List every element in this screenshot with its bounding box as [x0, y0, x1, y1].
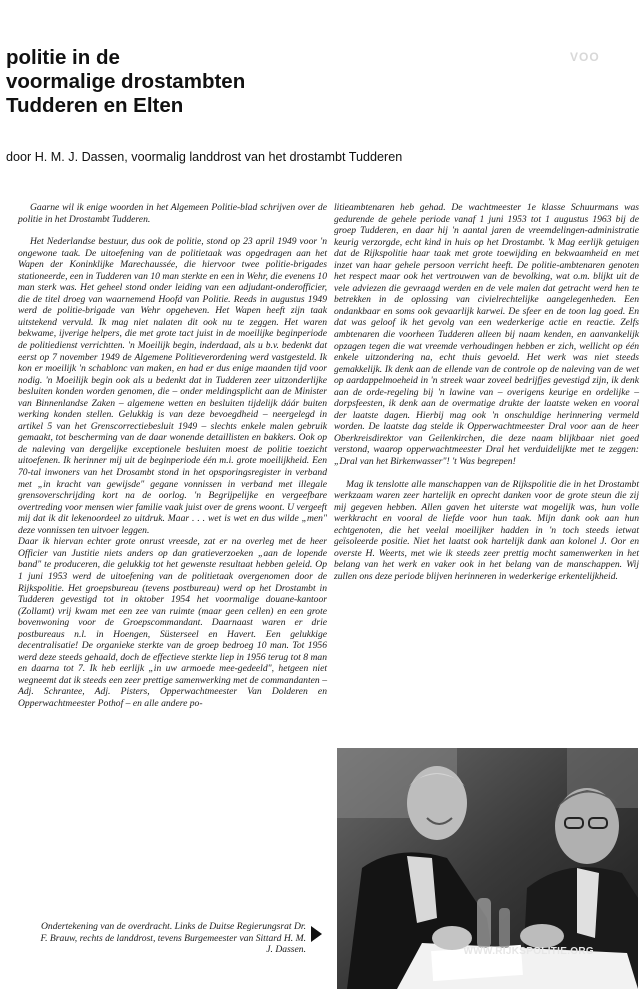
- photo-caption: Ondertekening van de overdracht. Links de Duitse Regierungsrat Dr. F. Brauw, rechts de landdrost, tevens Burgemeester van Sittard H. M. J. Dassen.: [40, 921, 306, 956]
- paragraph-continuation: litieambtenaren heb gehad. De wachtmeester 1e klasse Schuurmans was gedurende de gehele periode vanaf 1 juni 1953 tot 1 augustus 1963 bij de groep Tudderen, en daar hij 'n aantal jaren de vreemdelingen-administratie keurig verzorgde, echt kind in huis op het Drostambt. 'k Mag eerlijk getuigen dat de Rijkspolitie haar taak met grote toewijding en bekwaamheid en met inzet van haar gehele persoon verricht heeft. De politie-ambtenaren genoten het respect maar ook het vertrouwen van de bevolking, wat o.m. blijkt uit de vele adviezen die gevraagd werden en de vele malen dat getracht werd hen te betrekken in de oplossing van civielrechtelijke aangelegenheden. Een ondankbaar en soms ook gevaarlijk karwei. De sfeer en de toon lag goed. En dat was geloof ik het gevolg van een wederkerige actie en reactie. Zelfs ambtenaren die voorheen Tudderen alleen bij naam kenden, en aanvankelijk opzagen tegen die wat vreemde verhoudingen hebben er zich, wellicht op één enkele uitzondering na, echt thuis gevoeld. Het werk was niet steeds gemakkelijk. Ik denk aan de ellende van de controle op de naleving van de wet op aardappelmoeheid in 'n streek waar zoveel bedrijfjes gevestigd zijn, ik denk aan de orde-regeling bij 'n lawine van – overigens keurige en ordelijke – dorpsfeesten, ik denk aan de overmatige drukte der laatste weken en vooral der laatste dagen. Hierbij mag ook 'n onschuldige herinnering vermeld worden. De laatste dag stelde ik Opperwachtmeester Dral voor aan de heer Oberkreisdirektor van Geilenkirchen, die deze naam blijkbaar niet goed verstond, waarop opperwachtmeester Dral het verduidelijkte met te zeggen: „Dral van het Birkenwasser"! 't Was begrepen!: [334, 202, 639, 468]
- title-line-3: Tudderen en Elten: [6, 94, 184, 117]
- title-line-1: politie in de: [6, 46, 120, 69]
- paragraph-intro: Gaarne wil ik enige woorden in het Algemeen Politie-blad schrijven over de politie in het Drostambt Tudderen.: [18, 202, 327, 225]
- paragraph-thanks: Mag ik tenslotte alle manschappen van de Rijkspolitie die in het Drostambt werkzaam waren zeer hartelijk en oprecht danken voor de grote steun die zij mij gegeven hebben. Allen gaven het uiterste wat mogelijk was, hun volle werkkracht en vooral de liefde voor hun taak. Mijn dank ook aan hun echtgenoten, die het veelal moeilijker hadden in 'n toch steeds ietwat geïsoleerde positie. Niet het laatst ook hartelijk dank aan kolonel J. Oor en overste H. Weerts, met wie ik steeds zeer prettig mocht samenwerken in het belang van het werk en vaker ook in het belang van de manschappen. Wij zullen ons deze periode blijven herinneren in wederkerige erkentelijkheid.: [334, 478, 639, 582]
- paragraph-history: Het Nederlandse bestuur, dus ook de politie, stond op 23 april 1949 voor 'n ongewone taak. De uitoefening van de politietaak was opgedragen aan het Wapen der Koninklijke Marechaussée, die hiervoor twee politie-brigades stationeerde, een in Tudderen van 10 man sterkte en een in Wehr, die evenens 10 man sterk was. Het geheel stond onder leiding van een adjudant-onderofficier, die de titel droeg van waarnemend Hoofd van Politie. Reeds in augustus 1949 werd de politie-brigade van Wehr opgeheven. Het Wapen heeft zijn taak uitstekend vervuld. Ik mag niet nalaten dit ook nu te zeggen. Het waren bekwame, ijverige helpers, die met grote tact juist in de moeilijke beginperiode de politiedienst verrichtten. 'n Moeilijk begin, inderdaad, als u b.v. bedenkt dat eerst op 7 november 1949 de Algemene Politieverordening werd vastgesteld. Ik kon er moeilijk 'n schablonc van maken, en had er dus enige maanden tijd voor nodig. 'n Moeilijk begin ook als u bedenkt dat in Tudderen zeer uitzonderlijke besluiten konden worden genomen, die – onder meldingsplicht aan de Minister van Binnenlandse Zaken – algemene wetten en besluiten tijdelijk dáár buiten werking konden stellen. Gelukkig is van deze bevoegdheid – neergelegd in artikel 5 van het Grenscorrectiebesluit 1949 – slechts enkele malen gebruik gemaakt, tot bescherming van de daar wonende detaillisten en bakkers. Ook op de naleving van dergelijke exceptionele besluiten moest de politie toezicht uitoefenen. Ik herinner mij uit de beginperiode één m.i. grote moeilijkheid. Een 70-tal inwoners van het Drosambt stond in het opsporingsregister in verband met „in kracht van gewijsde" gegane vonnissen in verband met illegale grensoverschrijding kort na de oorlog. 'n Begrijpelijke en vergeefbare overtreding voor mensen wier familie vaak juist over de grens woont. U vergeeft mij dat ik dit lekenoordeel zo uitdruk. Maar . . . wet is wet en dus wilde „men" deze vonnissen ten uitvoer leggen.: [18, 236, 327, 536]
- paragraph-rijkspolitie: Daar ik hiervan echter grote onrust vreesde, zat er na overleg met de heer Officier van Justitie niets anders op dan gratieverzoeken „aan de lopende band" te produceren, die gelukkig tot het gewenste resultaat hebben geleid. Op 1 juni 1953 werd de uitoefening van de politietaak overgenomen door de Rijkspolitie. Het groepsbureau (tevens postbureau) werd op het Drostambt in Tudderen gevestigd tot in oktober 1954 het voormalige douane-kantoor (Zollamt) vrij kwam met een zee van ruimte (maar geen cellen) en een grote bovenwoning voor de Groepscommandant. Daarnaast waren er drie postbureaus n.l. in Hoengen, Süsterseel en Havert. Een gelukkige decentralisatie! De organieke sterkte van de groep bedroeg 10 man. Tot 1956 werd deze steeds gehaald, doch de effectieve sterkte liep in 1956 terug tot 8 man en daarna tot 7. Ik heb eerlijk „in uw armoede mee-gedeeld", hetgeen niet wegneemt dat ik steeds een zeer prettige samenwerking met de commandanten – Adj. Schrantee, Adj. Pisters, Opperwachtmeester Van Dolderen en Opperwachtmeester Pothof – en alle andere po-: [18, 536, 327, 709]
- signing-photo: [337, 748, 638, 989]
- bleed-through-text: VOO: [570, 50, 600, 64]
- site-watermark: WWW.RIJKSPOLITIE.ORG: [463, 946, 594, 957]
- caption-pointer-icon: [311, 926, 322, 942]
- right-column: [334, 202, 639, 583]
- left-column: [18, 202, 327, 710]
- title-line-2: voormalige drostambten: [6, 70, 246, 93]
- article-title: [6, 46, 366, 118]
- article-byline: door H. M. J. Dassen, voormalig landdrost van het drostambt Tudderen: [6, 150, 403, 164]
